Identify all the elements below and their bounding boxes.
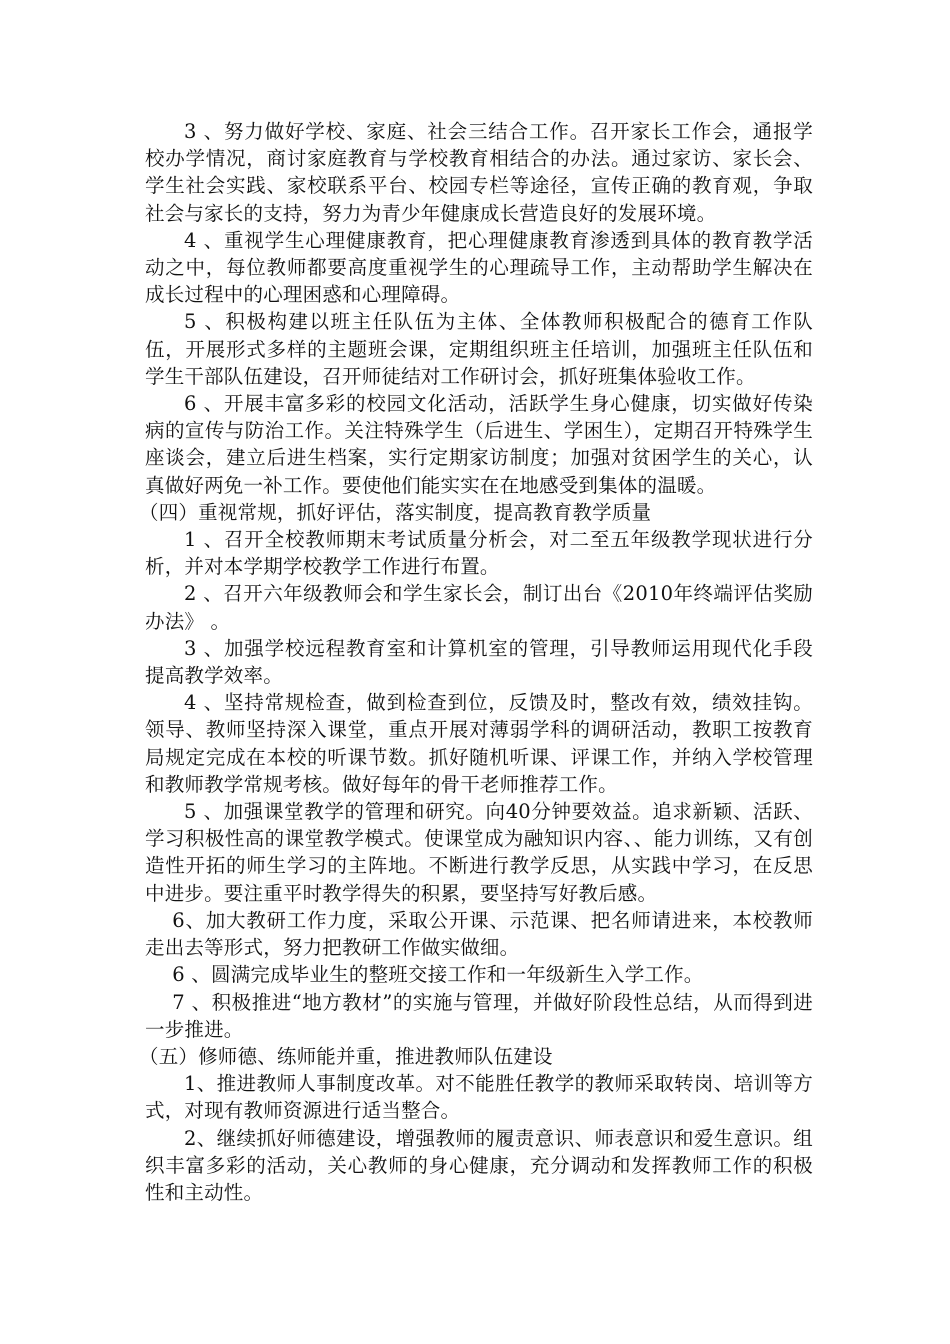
paragraph-6-campus-culture: 6 、开展丰富多彩的校园文化活动，活跃学生身心健康，切实做好传染病的宣传与防治工作。关注特殊学生（后进生、学困生），定期召开特殊学生座谈会，建立后进生档案，实行定期家访制度；加强对贫困学生的关心，认真做好两免一补工作。要使他们能实实在在地感受到集体的温暖。 xyxy=(145,392,813,497)
paragraph-5-classroom-teaching: 5 、加强课堂教学的管理和研究。向40分钟要效益。追求新颖、活跃、学习积极性高的课堂教学模式。使课堂成为融知识内容、、能力训练，又有创造性开拓的师生学习的主阵地。不断进行教学反思，从实践中学习，在反思中进步。要注重平时教学得失的积累，要坚持写好教后感。 xyxy=(145,800,813,905)
paragraph-7-local-materials: 7 、积极推进“地方教材”的实施与管理，并做好阶段性总结，从而得到进一步推进。 xyxy=(145,990,813,1041)
paragraph-3-remote-education: 3 、加强学校远程教育室和计算机室的管理，引导教师运用现代化手段提高教学效率。 xyxy=(145,636,813,688)
paragraph-4-routine-checks: 4 、坚持常规检查，做到检查到位，反馈及时，整改有效，绩效挂钩。领导、教师坚持深入课堂，重点开展对薄弱学科的调研活动，教职工按教育局规定完成在本校的听课节数。抓好随机听课、评课工作，并纳入学校管理和教师教学常规考核。做好每年的骨干老师推荐工作。 xyxy=(145,691,813,796)
paragraph-1-personnel-reform: 1、推进教师人事制度改革。对不能胜任教学的教师采取转岗、培训等方式，对现有教师资源进行适当整合。 xyxy=(145,1072,813,1123)
section-heading-4: （四）重视常规，抓好评估，落实制度，提高教育教学质量 xyxy=(139,500,652,524)
paragraph-4-mental-health: 4 、重视学生心理健康教育，把心理健康教育渗透到具体的教育教学活动之中，每位教师都要高度重视学生的心理疏导工作，主动帮助学生解决在成长过程中的心理困惑和心理障碍。 xyxy=(145,228,813,307)
document-body xyxy=(139,118,813,1206)
paragraph-2-teacher-ethics: 2、继续抓好师德建设，增强教师的履责意识、师表意识和爱生意识。组织丰富多彩的活动，关心教师的身心健康，充分调动和发挥教师工作的积极性和主动性。 xyxy=(145,1126,813,1204)
paragraph-1-exam-analysis: 1 、召开全校教师期末考试质量分析会，对二至五年级教学现状进行分析，并对本学期学校教学工作进行布置。 xyxy=(145,528,813,579)
paragraph-6-teaching-research: 6、加大教研工作力度，采取公开课、示范课、把名师请进来，本校教师走出去等形式，努力把教研工作做实做细。 xyxy=(145,908,813,960)
paragraph-6-graduation-handover: 6 、圆满完成毕业生的整班交接工作和一年级新生入学工作。 xyxy=(172,963,704,987)
paragraph-2-grade-six-meeting: 2 、召开六年级教师会和学生家长会，制订出台《2010年终端评估奖励办法》 。 xyxy=(145,582,813,633)
paragraph-3-home-school-cooperation: 3 、努力做好学校、家庭、社会三结合工作。召开家长工作会，通报学校办学情况，商讨家庭教育与学校教育相结合的办法。通过家访、家长会、学生社会实践、家校联系平台、校园专栏等途径，宣传正确的教育观，争取社会与家长的支持，努力为青少年健康成长营造良好的发展环境。 xyxy=(145,120,813,225)
section-heading-5: （五）修师德、练师能并重，推进教师队伍建设 xyxy=(139,1044,553,1068)
paragraph-5-moral-education-team: 5 、积极构建以班主任队伍为主体、全体教师积极配合的德育工作队伍，开展形式多样的主题班会课，定期组织班主任培训，加强班主任队伍和学生干部队伍建设，召开师徒结对工作研讨会，抓好班集体验收工作。 xyxy=(145,310,813,388)
